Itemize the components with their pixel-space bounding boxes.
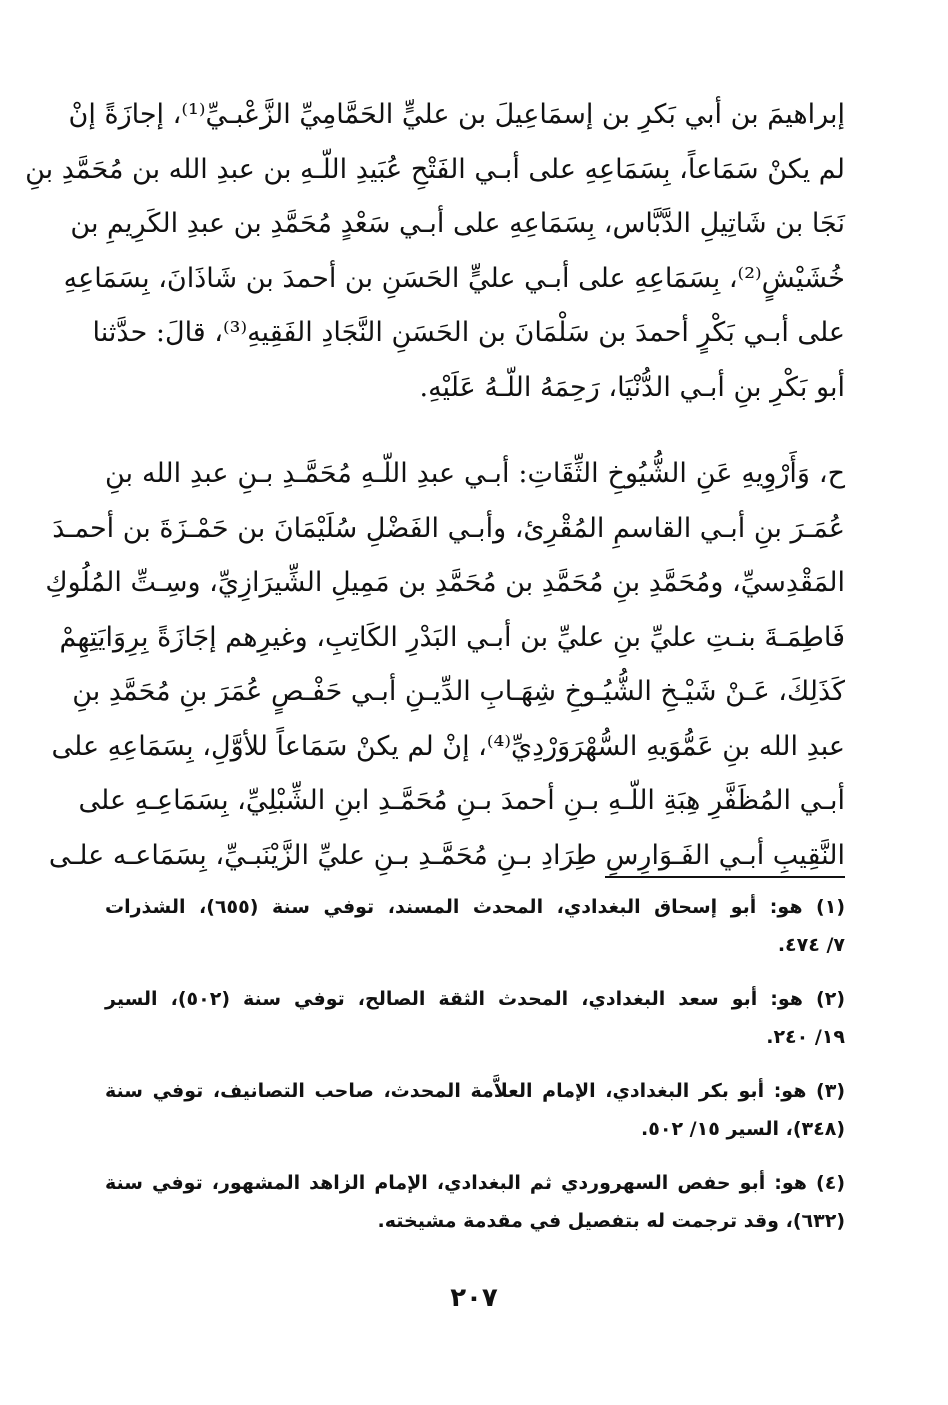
footnote-line: ٧/ ٤٧٤.	[777, 934, 845, 956]
text-line: أبو بَكْرِ بنِ أبـي الدُّنْيَا، رَحِمَهُ اللّـهُ عَلَيْهِ.	[419, 371, 845, 403]
text-line: عبدِ الله بنِ عَمُّوَيهِ السُّهْرَوَرْدِيِّ⁽⁴⁾، إنْ لم يكنْ سَمَاعاً للأوَّلِ، بِسَمَاعِهِ على	[51, 730, 845, 762]
text-line: خُشَيْشٍ⁽²⁾، بِسَمَاعِهِ على أبـي عليٍّ الحَسَنِ بن أحمدَ بن شَاذَانَ، بِسَمَاعِهِ	[63, 262, 845, 294]
text-line: لم يكنْ سَمَاعاً، بِسَمَاعِهِ على أبـي الفَتْحِ عُبَيدِ اللّـهِ بن عبدِ الله بن مُحَمَّدِ بنِ	[25, 153, 845, 185]
footnotes-section	[105, 888, 845, 1256]
footnote-line: (٦٣٢)، وقد ترجمت له بتفصيل في مقدمة مشيخته.	[377, 1210, 845, 1232]
footnote-2	[105, 980, 845, 1056]
text-line: ح، وَأَرْوِيهِ عَنِ الشُّيُوخِ الثِّقَاتِ: أبـي عبدِ اللّـهِ مُحَمَّـدِ بـنِ عبدِ الله بنِ	[105, 458, 845, 489]
text-line: إبراهيمَ بن أبي بَكرِ بن إسمَاعِيلَ بن عليٍّ الحَمَّامِيِّ الزَّعْبـيِّ⁽¹⁾، إجازَةً إنْ	[68, 99, 845, 130]
text-line: على أبـي بَكْرٍ أحمدَ بن سَلْمَانَ بن الحَسَنِ النَّجَادِ الفَقِيهِ⁽³⁾، قالَ: حدَّثنا	[92, 317, 845, 348]
footnote-line: (٢) هو: أبو سعد البغدادي، المحدث الثقة الصالح، توفي سنة (٥٠٢)، السير	[105, 988, 846, 1010]
footnote-line: ١٩/ ٢٤٠.	[766, 1026, 845, 1048]
footnote-divider	[605, 876, 845, 878]
footnote-line: (٣٤٨)، السير ١٥/ ٥٠٢.	[641, 1118, 845, 1140]
text-line: نَجَا بن شَاتِيلِ الدَّبَّاس، بِسَمَاعِهِ على أبـي سَعْدٍ مُحَمَّدِ بن عبدِ الكَرِيمِ بن	[70, 208, 845, 239]
page-number: ٢٠٧	[450, 1283, 498, 1313]
text-line: المَقْدِسيِّ، ومُحَمَّدِ بنِ مُحَمَّدِ بن مُحَمَّدِ بن مَمِيلِ الشِّيرَازِيِّ، وسِـتِّ المُلُوكِ	[45, 567, 845, 598]
main-paragraph-2	[45, 447, 845, 883]
main-paragraph-1	[25, 88, 845, 415]
footnote-4	[105, 1164, 845, 1240]
footnote-line: (٣) هو: أبو بكر البغدادي، الإمام العلاَّمة المحدث، صاحب التصانيف، توفي سنة	[105, 1080, 845, 1102]
text-line: أبـي المُظَفَّرِ هِبَةِ اللّـهِ بـنِ أحمدَ بـنِ مُحَمَّـدِ ابنِ الشِّبْلِيِّ، بِسَمَاعِـهِ على	[78, 785, 845, 816]
text-line: النَّقِيبِ أبـي الفَـوَارِسِ طِرَادِ بـنِ مُحَمَّـدِ بـنِ عليِّ الزَّيْنَبـيِّ، بِسَمَاعـه علـى	[48, 839, 845, 871]
text-line: كَذَلِكَ، عَـنْ شَيْـخِ الشُّيُـوخِ شِهَـابِ الدِّيـنِ أبـي حَفْـصٍ عُمَرَ بنِ مُحَمَّدِ بنِ	[72, 676, 845, 707]
footnote-line: (٤) هو: أبو حفص السهروردي ثم البغدادي، الإمام الزاهد المشهور، توفي سنة	[105, 1172, 845, 1194]
text-line: فَاطِمَـةَ بنـتِ عليِّ بنِ عليِّ بن أبـي البَدْرِ الكَاتِبِ، وغيرِهم إجَازَةً بِرِوَايَتِهِمْ	[59, 621, 845, 653]
footnote-line: (١) هو: أبو إسحاق البغدادي، المحدث المسند، توفي سنة (٦٥٥)، الشذرات	[105, 896, 846, 918]
footnote-1	[105, 888, 845, 964]
footnote-3	[105, 1072, 845, 1148]
text-line: عُمَـرَ بنِ أبـي القاسمِ المُقْرِئ، وأبـي الفَضْلِ سُلَيْمَانَ بن حَمْـزَةَ بن أحمـدَ	[52, 512, 845, 544]
